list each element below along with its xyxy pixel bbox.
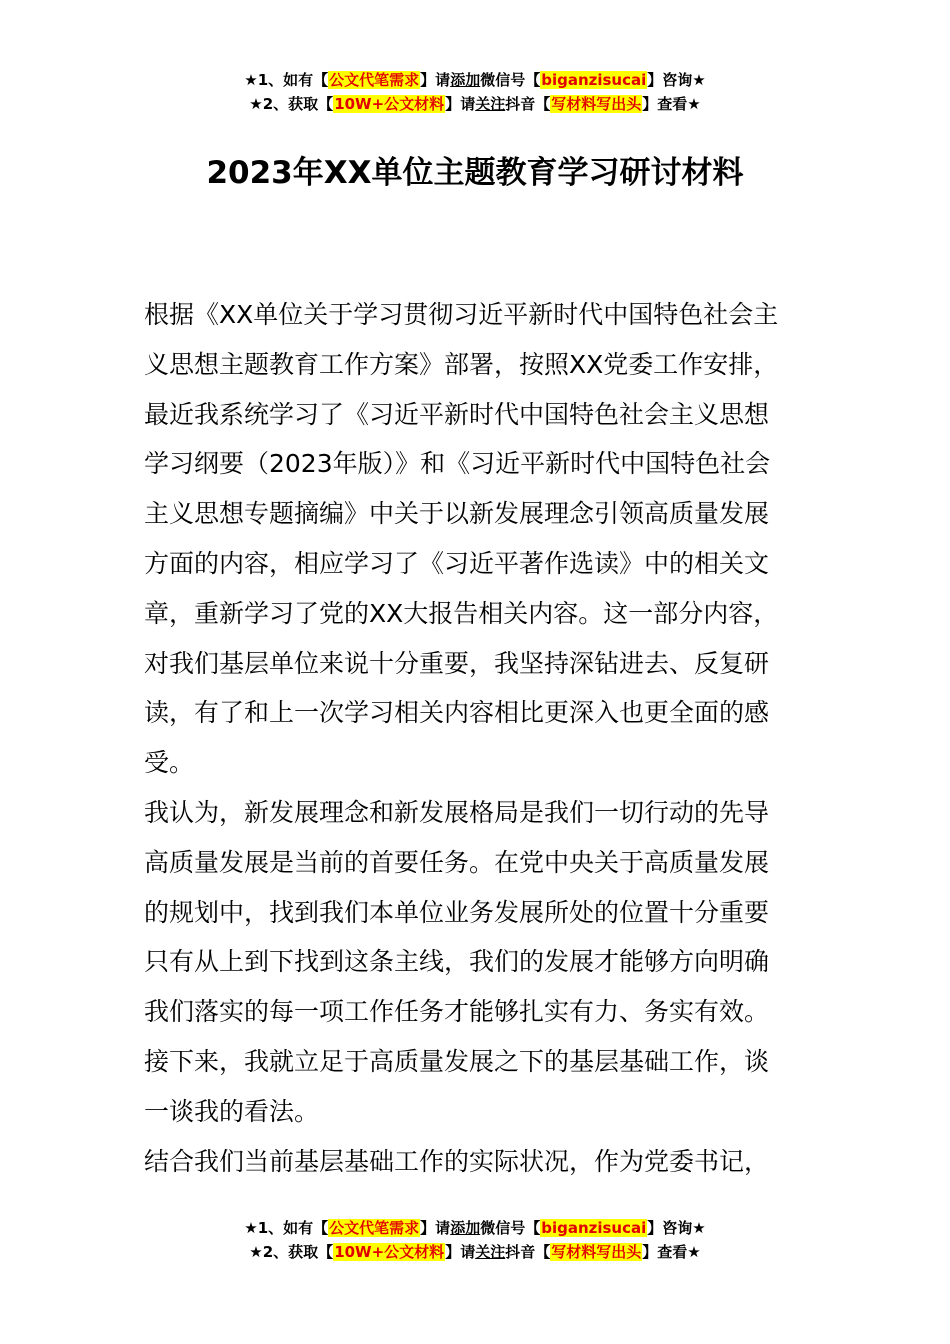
- body-line: 我们落实的每一项工作任务才能够扎实有力、务实有效。: [144, 997, 770, 1027]
- promo-text: 】请: [445, 95, 476, 113]
- promo-highlight-wechat-id: biganzisucai: [541, 1219, 647, 1237]
- body-line: 对我们基层单位来说十分重要，我坚持深钻进去、反复研: [144, 648, 770, 678]
- body-line: 一谈我的看法。: [144, 1096, 320, 1126]
- promo-text: 抖音【: [505, 95, 551, 113]
- document-body: [144, 290, 810, 1186]
- promo-highlight: 公文代笔需求: [329, 71, 420, 89]
- promo-text: 微信号【: [480, 71, 541, 89]
- promo-highlight: 10W+公文材料: [334, 95, 445, 113]
- promo-underlined-text: 关注: [475, 1243, 506, 1261]
- body-line: 的规划中，找到我们本单位业务发展所处的位置十分重要: [144, 897, 770, 927]
- promo-text: 】查看★: [642, 1243, 701, 1261]
- body-line: 方面的内容，相应学习了《习近平著作选读》中的相关文: [144, 548, 770, 578]
- body-line: 义思想主题教育工作方案》部署，按照XX党委工作安排，: [144, 349, 779, 379]
- body-line: 根据《XX单位关于学习贯彻习近平新时代中国特色社会主: [144, 300, 779, 329]
- promo-text: 】请: [445, 1243, 476, 1261]
- body-line: 受。: [144, 748, 195, 778]
- promo-highlight: 10W+公文材料: [334, 1243, 445, 1261]
- body-line: 最近我系统学习了《习近平新时代中国特色社会主义思想: [144, 399, 770, 429]
- promo-text: ★1、如有【: [244, 71, 329, 89]
- body-line: 我认为，新发展理念和新发展格局是我们一切行动的先导: [144, 797, 770, 827]
- header-promo-line-1: [0, 68, 950, 92]
- promo-underlined-text: 关注: [475, 95, 506, 113]
- header-promo-line-2: [0, 92, 950, 116]
- document-title: 2023年XX单位主题教育学习研讨材料: [206, 155, 744, 191]
- body-line: 接下来，我就立足于高质量发展之下的基层基础工作，谈: [144, 1046, 770, 1076]
- promo-highlight-wechat-id: biganzisucai: [541, 71, 647, 89]
- body-line: 结合我们当前基层基础工作的实际状况，作为党委书记，: [144, 1146, 770, 1176]
- header-promo-banner: [0, 68, 950, 116]
- footer-promo-line-1: [0, 1216, 950, 1240]
- promo-highlight-douyin-id: 写材料写出头: [551, 95, 642, 113]
- body-line: 高质量发展是当前的首要任务。在党中央关于高质量发展: [144, 847, 770, 877]
- footer-promo-line-2: [0, 1240, 950, 1264]
- promo-text: 微信号【: [480, 1219, 541, 1237]
- promo-highlight-douyin-id: 写材料写出头: [551, 1243, 642, 1261]
- body-line: 只有从上到下找到这条主线，我们的发展才能够方向明确: [144, 947, 770, 977]
- promo-text: 】咨询★: [647, 71, 706, 89]
- promo-text: ★2、获取【: [249, 1243, 334, 1261]
- promo-underlined-text: 添加: [450, 1219, 481, 1237]
- promo-text: 抖音【: [505, 1243, 551, 1261]
- body-line: 章，重新学习了党的XX大报告相关内容。这一部分内容，: [144, 598, 779, 628]
- promo-text: 】查看★: [642, 95, 701, 113]
- promo-text: ★2、获取【: [249, 95, 334, 113]
- body-line: 主义思想专题摘编》中关于以新发展理念引领高质量发展: [144, 499, 770, 529]
- body-line: 读，有了和上一次学习相关内容相比更深入也更全面的感: [144, 698, 770, 728]
- promo-text: 】咨询★: [647, 1219, 706, 1237]
- footer-promo-banner: [0, 1216, 950, 1264]
- promo-text: 】请: [420, 1219, 451, 1237]
- promo-text: ★1、如有【: [244, 1219, 329, 1237]
- body-line: 学习纲要（2023年版）》和《习近平新时代中国特色社会: [144, 449, 771, 479]
- promo-underlined-text: 添加: [450, 71, 481, 89]
- promo-highlight: 公文代笔需求: [329, 1219, 420, 1237]
- promo-text: 】请: [420, 71, 451, 89]
